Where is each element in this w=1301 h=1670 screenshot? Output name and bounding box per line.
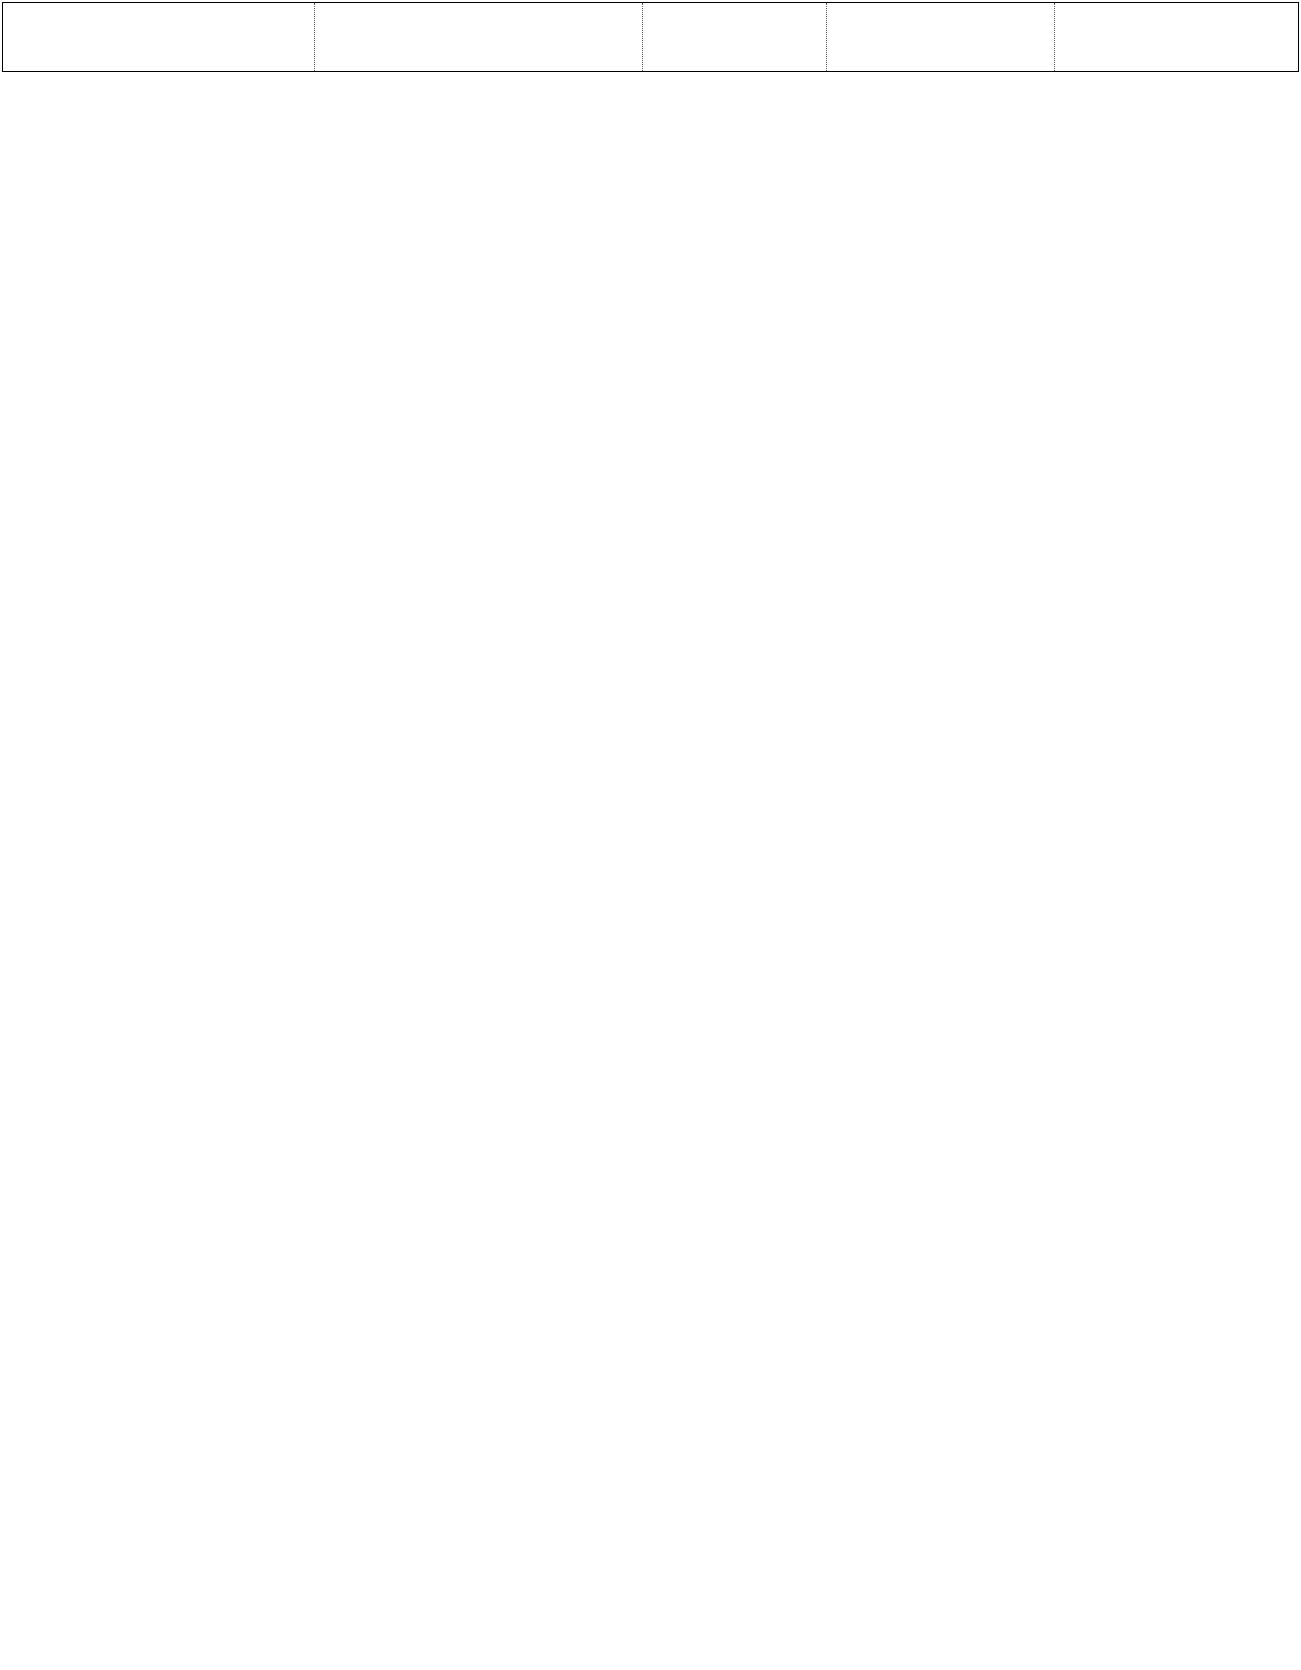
- header-display: [3, 3, 315, 72]
- header-fault-message: [315, 3, 643, 72]
- header-description: [643, 3, 827, 72]
- header-observations: [1055, 3, 1299, 72]
- table-header-row: [3, 3, 1299, 72]
- fault-table: [2, 2, 1299, 72]
- header-root-causes: [827, 3, 1055, 72]
